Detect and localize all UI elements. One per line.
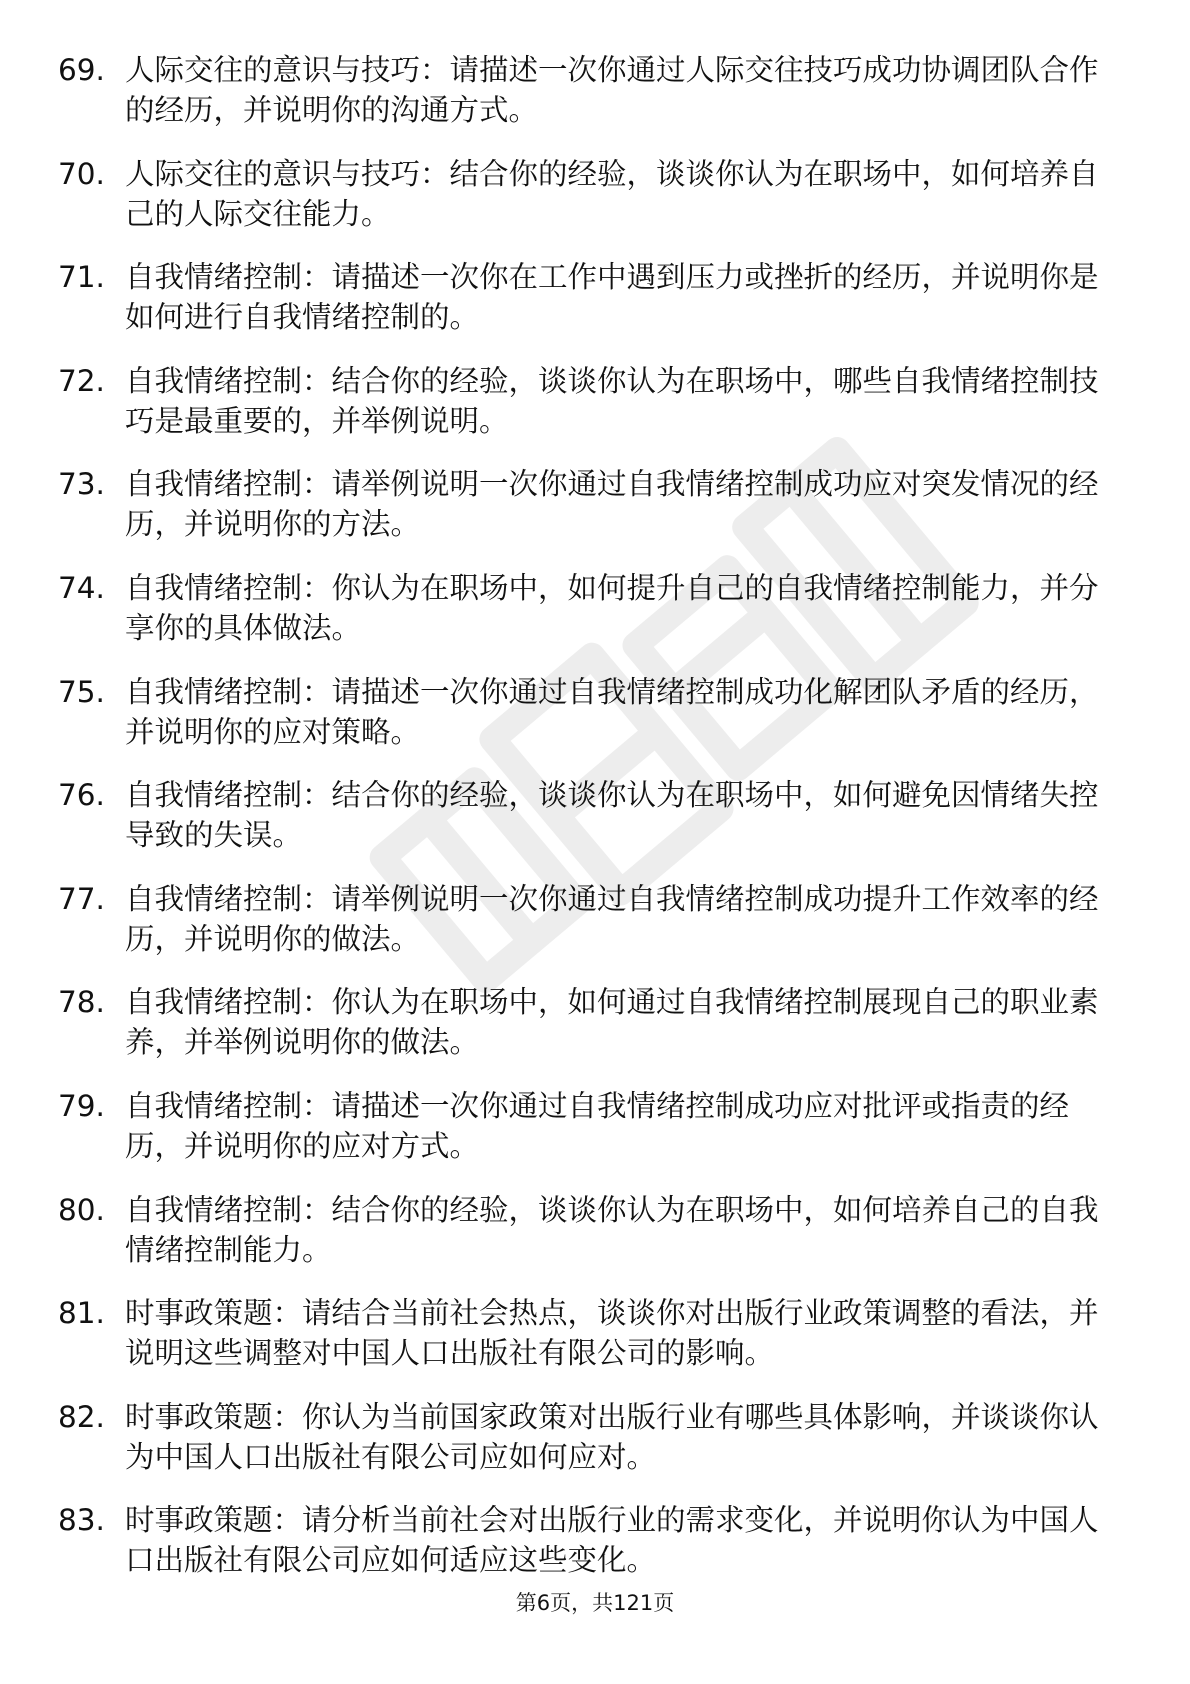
question-number: 69. [58, 53, 105, 87]
question-item [58, 1190, 1118, 1270]
question-text: 自我情绪控制：请描述一次你通过自我情绪控制成功应对批评或指责的经历，并说明你的应对方式。 [125, 1088, 1070, 1163]
question-number: 75. [58, 674, 105, 709]
question-item [58, 982, 1118, 1062]
question-number: 73. [58, 467, 105, 502]
question-text: 自我情绪控制：结合你的经验，谈谈你认为在职场中，哪些自我情绪控制技巧是最重要的，并举例说明。 [125, 363, 1099, 438]
question-item [58, 672, 1118, 752]
question-number: 70. [58, 156, 105, 191]
question-item [58, 775, 1118, 855]
question-text: 人际交往的意识与技巧：请描述一次你通过人际交往技巧成功协调团队合作的经历，并说明你的沟通方式。 [125, 53, 1099, 127]
question-text: 自我情绪控制：请描述一次你通过自我情绪控制成功化解团队矛盾的经历，并说明你的应对策略。 [125, 674, 1099, 749]
question-item [58, 1086, 1118, 1166]
question-item [58, 154, 1118, 234]
question-number: 77. [58, 881, 105, 916]
question-item [58, 257, 1118, 337]
question-item [58, 50, 1118, 130]
question-text: 时事政策题：你认为当前国家政策对出版行业有哪些具体影响，并谈谈你认为中国人口出版社有限公司应如何应对。 [125, 1399, 1099, 1474]
question-item [58, 361, 1118, 441]
question-text: 自我情绪控制：你认为在职场中，如何通过自我情绪控制展现自己的职业素养，并举例说明你的做法。 [125, 985, 1099, 1060]
question-number: 80. [58, 1192, 105, 1227]
question-number: 76. [58, 778, 105, 813]
question-list [58, 50, 1118, 1604]
question-text: 自我情绪控制：结合你的经验，谈谈你认为在职场中，如何避免因情绪失控导致的失误。 [125, 778, 1099, 853]
question-text: 自我情绪控制：请描述一次你在工作中遇到压力或挫折的经历，并说明你是如何进行自我情绪控制的。 [125, 260, 1099, 335]
question-item [58, 568, 1118, 648]
question-item [58, 1397, 1118, 1477]
question-item [58, 879, 1118, 959]
question-number: 82. [58, 1399, 105, 1434]
question-number: 72. [58, 363, 105, 398]
question-text: 自我情绪控制：你认为在职场中，如何提升自己的自我情绪控制能力，并分享你的具体做法。 [125, 570, 1099, 645]
question-text: 时事政策题：请分析当前社会对出版行业的需求变化，并说明你认为中国人口出版社有限公司应如何适应这些变化。 [125, 1503, 1099, 1578]
question-number: 79. [58, 1088, 105, 1123]
question-text: 人际交往的意识与技巧：结合你的经验，谈谈你认为在职场中，如何培养自己的人际交往能力。 [125, 156, 1099, 231]
question-number: 78. [58, 985, 105, 1020]
question-number: 74. [58, 570, 105, 605]
question-text: 时事政策题：请结合当前社会热点，谈谈你对出版行业政策调整的看法，并说明这些调整对中国人口出版社有限公司的影响。 [125, 1296, 1099, 1371]
question-number: 83. [58, 1503, 105, 1538]
question-number: 71. [58, 260, 105, 295]
page-number-footer: 第6页，共121页 [515, 1591, 675, 1615]
question-text: 自我情绪控制：请举例说明一次你通过自我情绪控制成功应对突发情况的经历，并说明你的方法。 [125, 467, 1099, 542]
question-item [58, 1500, 1118, 1580]
question-text: 自我情绪控制：请举例说明一次你通过自我情绪控制成功提升工作效率的经历，并说明你的做法。 [125, 881, 1099, 956]
question-item [58, 1293, 1118, 1373]
question-number: 81. [58, 1296, 105, 1331]
question-item [58, 464, 1118, 544]
question-text: 自我情绪控制：结合你的经验，谈谈你认为在职场中，如何培养自己的自我情绪控制能力。 [125, 1192, 1099, 1267]
